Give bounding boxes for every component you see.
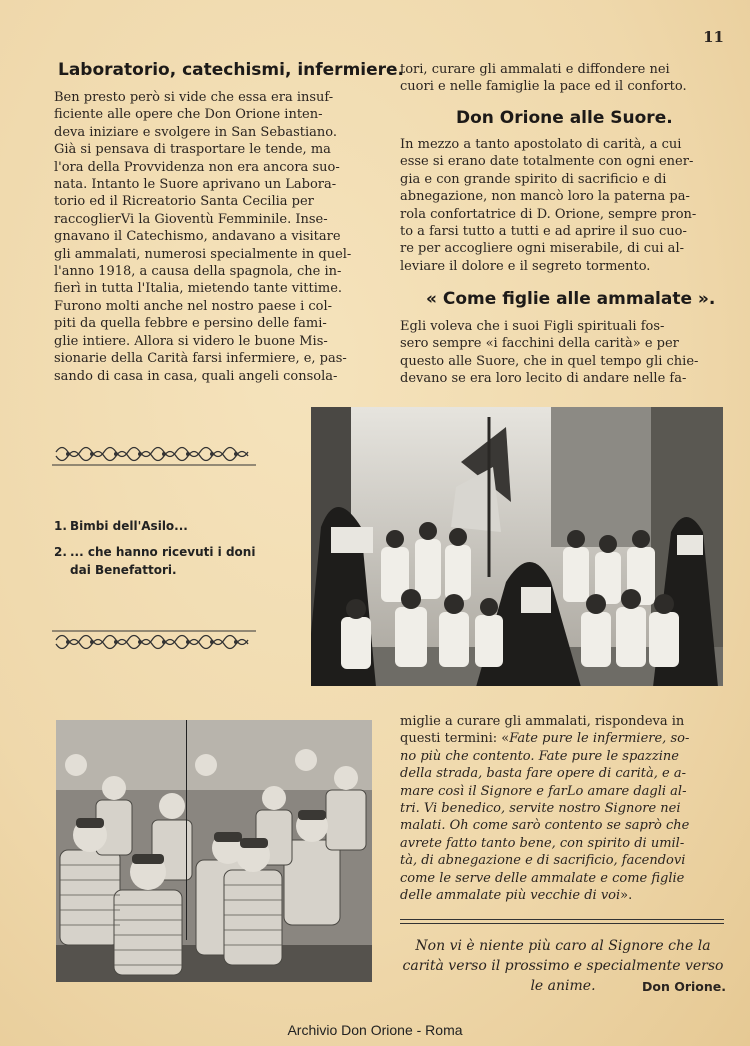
caption-2-text: ... che hanno ricevuti i doni <box>70 545 256 559</box>
don-orione-reply-italic: Fate pure le infermiere, so- no più che contento. Fate pure le spazzine della strada, basta fare opere di carità, e a- mare così il Signore e farLo amare dagli al- tri. Vi benedico, servite nostro Signore nei malati. Oh come sarò contento se saprò che avrete fatto tanto bene, con spirito di umil- tà, di abnegazione e di sacrificio, facendovi come le serve delle ammalate e come figlie delle ammalate più vecchie di voi <box>400 731 690 904</box>
caption-1-number: 1. <box>54 519 67 533</box>
photo-nuns-with-children <box>311 407 723 686</box>
decorative-ornament-top <box>52 440 256 468</box>
page-number: 11 <box>703 28 724 46</box>
caption-1-text: Bimbi dell'Asilo... <box>70 519 188 533</box>
quote-author: Don Orione. <box>642 979 727 994</box>
rule-top-double <box>400 923 724 924</box>
rule-top <box>400 919 724 920</box>
quote-closing: ». <box>620 888 633 904</box>
section-text-come-figlie: Egli voleva che i suoi Figli spirituali fos- sero sempre «i facchini della carità» e per questo alle Suore, che in quel tempo gli chie- devano se era loro lecito di andare nelle fa- <box>400 319 699 387</box>
photo-asilo-children <box>56 720 372 982</box>
section-text-don-orione-alle-suore: In mezzo a tanto apostolato di carità, a cui esse si erano date totalmente con ogni ener- gia e con grande spirito di sacrificio e di abnegazione, non mancò loro la paterna pa- rola confortatrice di D. Orione, sempre pron- to a farsi tutto a tutti e ad aprire il suo cuo- re per accogliere ogni miserabile, di cui al- leviare il dolore e il segreto tormento. <box>400 137 697 274</box>
section-text-laboratorio: Ben presto però si vide che essa era insuf- ficiente alle opere che Don Orione inten- deva iniziare e svolgere in San Sebastiano. Già si pensava di trasportare le tende, ma l'ora della Provvidenza non era ancora suo- nata. Intanto le Suore aprivano un Labora- torio ed il Ricreatorio Santa Cecilia per raccoglierVi la Gioventù Femminile. Inse- gnavano il Catechismo, andavano a visitare gli ammalati, numerosi specialmente in quel- l'anno 1918, a causa della spagnola, che in- fierì in tutta l'Italia, mietendo tante vittime. Furono molti anche nel nostro paese i col- piti da quella febbre e persino delle fami- glie intiere. Allora si videro le buone Mis- sionarie della Carità farsi infermiere, e, pas- sando di casa in casa, quali angeli consola- <box>54 90 352 384</box>
caption-2-number: 2. <box>54 545 67 559</box>
section-title-don-orione-alle-suore: Don Orione alle Suore. <box>456 108 673 128</box>
decorative-ornament-bottom <box>52 628 256 656</box>
quote-intro-text: miglie a curare gli ammalati, rispondeva in questi termini: « <box>400 714 685 747</box>
section-text-laboratorio-continued: tori, curare gli ammalati e diffondere nei cuori e nelle famiglie la pace ed il conforto. <box>400 62 687 95</box>
section-title-laboratorio: Laboratorio, catechismi, infermiere. <box>58 60 405 80</box>
section-title-come-figlie: « Come figlie alle ammalate ». <box>426 289 716 309</box>
photo-crop-line <box>186 720 187 940</box>
closing-quote: Non vi è niente più caro al Signore che la carità verso il prossimo e specialmente verso le anime. <box>402 938 724 994</box>
section-text-come-figlie-continued <box>400 713 724 904</box>
archive-footer: Archivio Don Orione - Roma <box>287 1022 463 1038</box>
caption-2 <box>54 543 255 579</box>
caption-2-text-line2: dai Benefattori. <box>70 563 177 577</box>
caption-1 <box>54 517 188 535</box>
